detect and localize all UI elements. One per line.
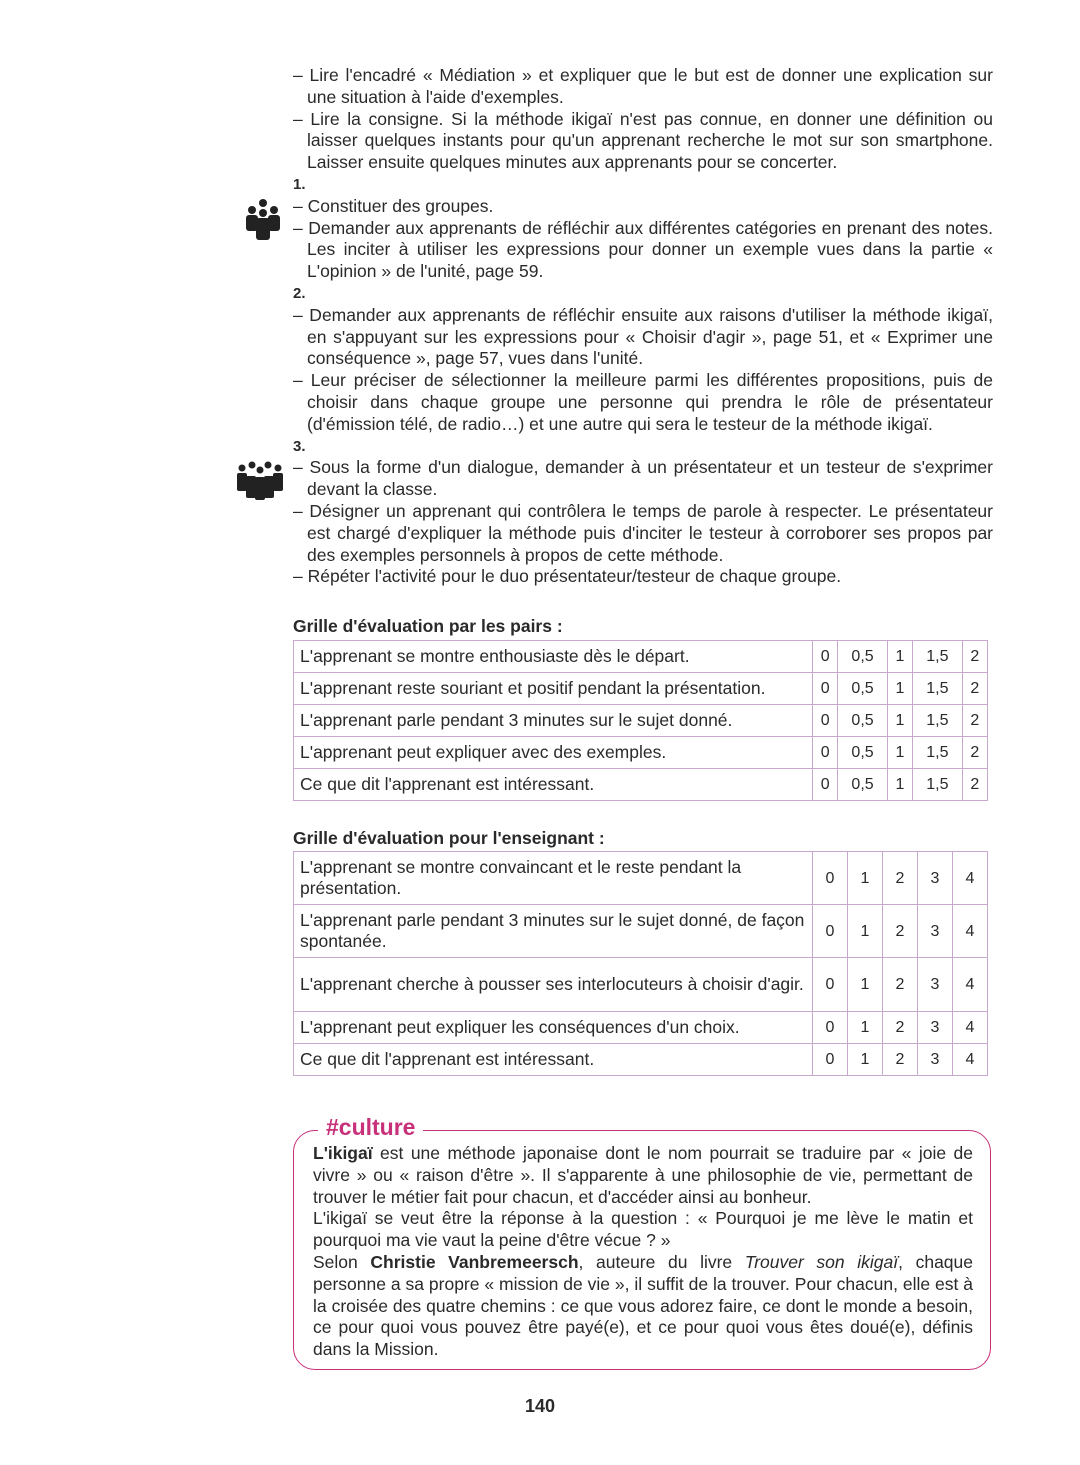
step-number: 3.: [293, 437, 306, 455]
table-row: [294, 641, 988, 673]
criterion: L'apprenant reste souriant et positif pendant la présentation.: [294, 673, 813, 705]
score-cell: 1: [848, 1012, 883, 1044]
step-item: – Leur préciser de sélectionner la meilleure parmi les différentes propositions, puis de choisir dans chaque groupe une personne qui prendra le rôle de présentateur (d'émission télé, de radio…) et une autre qui sera le testeur de la méthode ikigaï.: [293, 370, 993, 434]
table-row: [294, 852, 988, 905]
criterion: L'apprenant peut expliquer avec des exemples.: [294, 737, 813, 769]
score-cell: 4: [953, 852, 988, 905]
culture-paragraph: , chaque personne a sa propre « mission de vie », il suffit de la trouver. Pour chacun, elle est à la croisée des quatre chemins : ce que vous adorez faire, ce dont le monde a besoin, ce pour quoi vous pouvez être payé(e), et ce pour quoi vous êtes doué(e), définis dans la Mission.: [313, 1251, 974, 1360]
score-cell: 0,5: [838, 737, 888, 769]
score-cell: 2: [962, 705, 987, 737]
step-item: – Désigner un apprenant qui contrôlera le temps de parole à respecter. Le présentateur est chargé d'expliquer la méthode puis d'inciter le testeur à corroborer ses propos par des exemples personnels à propos de cette méthode.: [293, 500, 993, 565]
culture-paragraph: L'ikigaï se veut être la réponse à la question : « Pourquoi je me lève le matin et pourquoi ma vie vaut la peine d'être vécue ? »: [313, 1208, 973, 1251]
criterion: L'apprenant parle pendant 3 minutes sur le sujet donné.: [294, 705, 813, 737]
step-item: – Sous la forme d'un dialogue, demander à un présentateur et un testeur de s'exprimer devant la classe.: [293, 457, 993, 500]
intro-item: – Lire l'encadré « Médiation » et expliquer que le but est de donner une explication sur une situation à l'aide d'exemples.: [293, 65, 993, 107]
step-number: 2.: [293, 284, 306, 302]
score-cell: 2: [962, 641, 987, 673]
score-cell: 2: [883, 905, 918, 958]
score-cell: 0: [813, 958, 848, 1012]
grid2-title: Grille d'évaluation pour l'enseignant :: [293, 828, 605, 848]
score-cell: 0,5: [838, 673, 888, 705]
table-row: [294, 1012, 988, 1044]
table-row: [294, 737, 988, 769]
score-cell: 1: [887, 737, 912, 769]
table-row: [294, 958, 988, 1012]
score-cell: 4: [953, 1012, 988, 1044]
score-cell: 3: [918, 1012, 953, 1044]
criterion: L'apprenant peut expliquer les conséquences d'un choix.: [294, 1012, 813, 1044]
peer-evaluation-table: [293, 640, 988, 801]
large-group-icon: [236, 460, 284, 500]
score-cell: 1,5: [913, 769, 963, 801]
score-cell: 3: [918, 958, 953, 1012]
score-cell: 0,5: [838, 641, 888, 673]
score-cell: 3: [918, 852, 953, 905]
criterion: L'apprenant parle pendant 3 minutes sur le sujet donné, de façon spontanée.: [294, 905, 813, 958]
score-cell: 1,5: [913, 673, 963, 705]
score-cell: 2: [962, 769, 987, 801]
step-item: – Constituer des groupes.: [293, 195, 494, 216]
teacher-evaluation-table: [293, 851, 988, 1076]
book-title: Trouver son ikigaï: [744, 1251, 899, 1272]
score-cell: 1: [848, 1044, 883, 1076]
score-cell: 0,5: [838, 769, 888, 801]
author-name: Christie Vanbremeersch: [370, 1251, 579, 1272]
score-cell: 0: [813, 705, 838, 737]
score-cell: 0,5: [838, 705, 888, 737]
score-cell: 1,5: [913, 641, 963, 673]
criterion: Ce que dit l'apprenant est intéressant.: [294, 1044, 813, 1076]
score-cell: 4: [953, 905, 988, 958]
step-item: – Répéter l'activité pour le duo présentateur/testeur de chaque groupe.: [293, 566, 842, 587]
score-cell: 2: [962, 737, 987, 769]
score-cell: 1: [848, 958, 883, 1012]
culture-text: [313, 1143, 973, 1361]
score-cell: 1: [887, 641, 912, 673]
grid1-title: Grille d'évaluation par les pairs :: [293, 616, 563, 636]
table-row: [294, 905, 988, 958]
score-cell: 0: [813, 905, 848, 958]
score-cell: 4: [953, 958, 988, 1012]
score-cell: 2: [883, 958, 918, 1012]
page-number: 140: [524, 1396, 556, 1416]
score-cell: 0: [813, 673, 838, 705]
score-cell: 2: [883, 852, 918, 905]
score-cell: 1: [848, 852, 883, 905]
culture-paragraph: est une méthode japonaise dont le nom pourrait se traduire par « joie de vivre » ou « raison d'être ». Il s'apparente à une philosophie de vie, permettant de trouver le métier fait pour chacun, et d'accéder ainsi au bonheur.: [313, 1143, 973, 1207]
table-row: [294, 769, 988, 801]
score-cell: 0: [813, 1044, 848, 1076]
table-row: [294, 673, 988, 705]
score-cell: 0: [813, 769, 838, 801]
intro-item: – Lire la consigne. Si la méthode ikigaï n'est pas connue, en donner une définition ou laisser quelques instants pour qu'un apprenant recherche le mot sur son smartphone. Laisser ensuite quelques minutes aux apprenants pour se concerter.: [293, 108, 993, 173]
term: L'ikigaï: [313, 1143, 373, 1163]
score-cell: 0: [813, 852, 848, 905]
table-row: [294, 1044, 988, 1076]
score-cell: 3: [918, 905, 953, 958]
step-number: 1.: [293, 175, 306, 193]
criterion: Ce que dit l'apprenant est intéressant.: [294, 769, 813, 801]
instructions: [293, 65, 993, 588]
score-cell: 1: [887, 705, 912, 737]
score-cell: 1,5: [913, 705, 963, 737]
score-cell: 1: [887, 673, 912, 705]
score-cell: 0: [813, 737, 838, 769]
score-cell: 2: [962, 673, 987, 705]
score-cell: 2: [883, 1044, 918, 1076]
culture-title: #culture: [318, 1114, 423, 1141]
score-cell: 1,5: [913, 737, 963, 769]
score-cell: 0: [813, 1012, 848, 1044]
score-cell: 0: [813, 641, 838, 673]
score-cell: 1: [848, 905, 883, 958]
score-cell: 2: [883, 1012, 918, 1044]
score-cell: 1: [887, 769, 912, 801]
step-item: – Demander aux apprenants de réfléchir aux différentes catégories en prenant des notes. Les inciter à utiliser les expressions pour donner un exemple vues dans la partie « L'opinion » de l'unité, page 59.: [293, 217, 993, 282]
table-row: [294, 705, 988, 737]
criterion: L'apprenant cherche à pousser ses interlocuteurs à choisir d'agir.: [294, 958, 813, 1012]
culture-paragraph: , auteure du livre: [578, 1251, 745, 1272]
score-cell: 4: [953, 1044, 988, 1076]
culture-paragraph: Selon: [313, 1251, 371, 1272]
criterion: L'apprenant se montre convaincant et le reste pendant la présentation.: [294, 852, 813, 905]
criterion: L'apprenant se montre enthousiaste dès le départ.: [294, 641, 813, 673]
group-icon: [245, 198, 281, 240]
score-cell: 3: [918, 1044, 953, 1076]
step-item: – Demander aux apprenants de réfléchir ensuite aux raisons d'utiliser la méthode ikigaï, en s'appuyant sur les expressions pour « Choisir d'agir », page 51, et « Exprimer une conséquence », page 57, vues dans l'unité.: [293, 304, 993, 369]
